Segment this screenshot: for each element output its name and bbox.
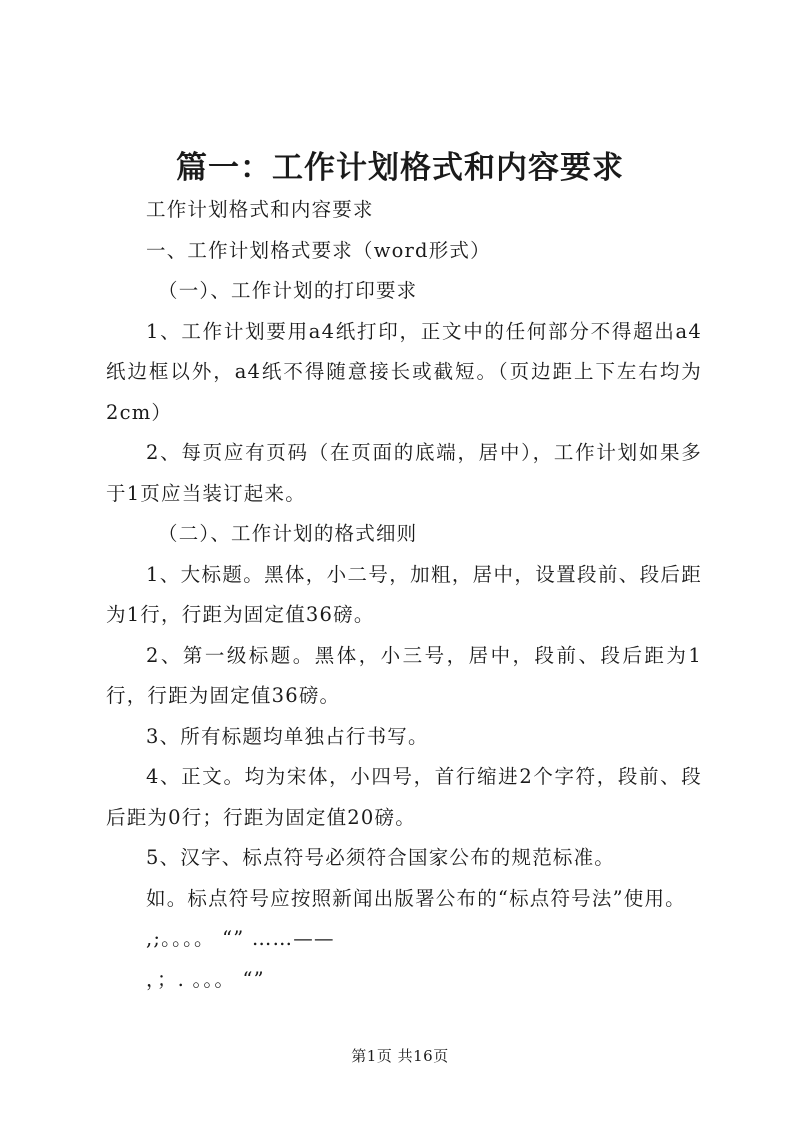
punctuation-sample-2: ，；. 。。。 “” — [146, 967, 265, 991]
paragraph-punctuation-note: 如。标点符号应按照新闻出版署公布的“标点符号法”使用。 — [146, 886, 686, 910]
subsection-heading-1: （一）、工作计划的打印要求 — [158, 279, 418, 302]
subsection-heading-2: （二）、工作计划的格式细则 — [158, 522, 418, 545]
paragraph-print-rule-2: 2、每页应有页码（在页面的底端，居中），工作计划如果多于1页应当装订起来。 — [106, 441, 702, 505]
paragraph-format-rule-3: 3、所有标题均单独占行书写。 — [146, 724, 429, 748]
paragraph-print-rule-1: 1、工作计划要用a4纸打印，正文中的任何部分不得超出a4纸边框以外，a4纸不得随意接长或截短。（页边距上下左右均为2cm） — [106, 319, 702, 424]
paragraph-heading: 工作计划格式和内容要求 — [146, 198, 374, 221]
page-footer: 第1页 共16页 — [351, 1047, 449, 1065]
paragraph-format-rule-4: 4、正文。均为宋体，小四号，首行缩进2个字符，段前、段后距为0行；行距为固定值20磅。 — [106, 765, 702, 829]
document-body — [106, 190, 702, 1000]
paragraph-format-rule-1: 1、大标题。黑体，小二号，加粗，居中，设置段前、段后距为1行，行距为固定值36磅。 — [106, 562, 702, 626]
document-title: 篇一：工作计划格式和内容要求 — [176, 150, 624, 186]
section-heading-1: 一、工作计划格式要求（word形式） — [146, 238, 491, 262]
punctuation-sample-1: ,;。。。。 “” ……—— — [146, 927, 335, 950]
paragraph-format-rule-2: 2、第一级标题。黑体，小三号，居中，段前、段后距为1行，行距为固定值36磅。 — [106, 643, 702, 707]
paragraph-format-rule-5: 5、汉字、标点符号必须符合国家公布的规范标准。 — [146, 846, 616, 869]
